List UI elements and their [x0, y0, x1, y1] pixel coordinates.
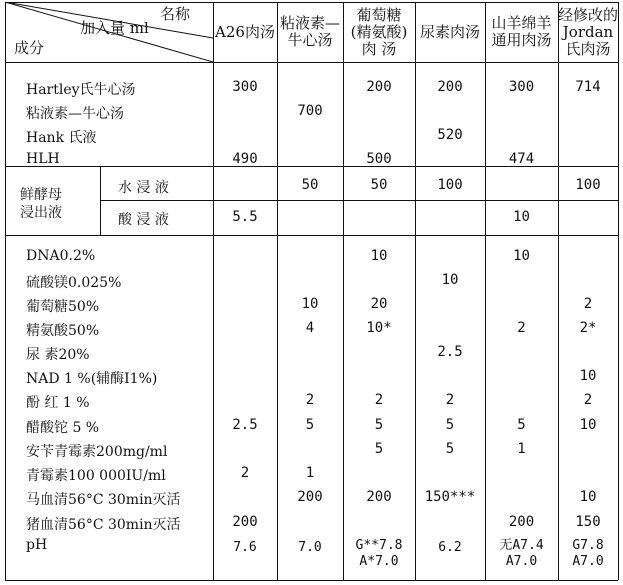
- cell-value: 300: [508, 79, 535, 95]
- corner-bottom-label: 成分: [14, 39, 45, 57]
- corner-middle-label: 加入量 ml: [80, 19, 149, 37]
- cell-value: 5: [305, 417, 315, 433]
- ph-value: A7.0: [505, 554, 538, 569]
- cell-value: 4: [305, 320, 315, 336]
- row-label: HLH: [26, 151, 60, 167]
- column-divider: [618, 2, 619, 580]
- row-label: Hartley氏牛心汤: [26, 82, 136, 98]
- group-label: 浸出液: [20, 205, 62, 221]
- row-label: 青霉素100 000IU/ml: [26, 468, 166, 484]
- cell-value: 20: [370, 296, 388, 312]
- row-label: NAD 1 %(辅酶I1%): [26, 371, 158, 387]
- section-divider: [5, 235, 618, 236]
- group-divider: [100, 166, 101, 235]
- cell-value: 200: [297, 489, 323, 505]
- row-label: 猪血清56°C 30min灭活: [26, 517, 181, 533]
- header-divider: [5, 62, 618, 63]
- group-label: 鲜酵母: [20, 187, 62, 203]
- cell-value: 1: [517, 441, 526, 457]
- cell-value: 10: [513, 209, 530, 225]
- row-label: 酸 浸 液: [118, 212, 169, 228]
- row-label: 葡萄糖50%: [26, 299, 100, 315]
- ph-value: A*7.0: [359, 554, 399, 569]
- cell-value: 10: [441, 272, 459, 288]
- cell-value: 2: [583, 392, 593, 408]
- cell-value: 200: [437, 79, 463, 95]
- cell-value: 10: [579, 368, 597, 384]
- column-header-line: A26肉汤: [215, 22, 275, 41]
- column-header-line: 葡萄糖: [356, 5, 402, 24]
- ph-value: 7.6: [233, 540, 257, 555]
- row-label: 马血清56°C 30min灭活: [26, 492, 181, 508]
- cell-value: 714: [575, 79, 601, 95]
- subrow-divider: [100, 200, 618, 201]
- cell-value: 474: [508, 151, 535, 167]
- cell-value: 5: [374, 441, 384, 457]
- ph-value: G7.8: [572, 538, 604, 553]
- cell-value: 200: [366, 79, 392, 95]
- cell-value: 10: [513, 248, 530, 264]
- table-left-border: [5, 2, 6, 580]
- column-header-line: 肉 汤: [361, 39, 397, 58]
- row-label: 粘液素—牛心汤: [26, 106, 124, 122]
- cell-value: 100: [575, 177, 601, 193]
- cell-value: 10*: [366, 320, 392, 336]
- column-header-line: 粘液素—: [279, 14, 340, 32]
- cell-value: 1: [305, 465, 315, 481]
- column-header-line: 氏肉汤: [565, 39, 611, 58]
- table-bottom-border: [5, 580, 618, 581]
- cell-value: 300: [232, 79, 258, 95]
- row-label: Hank 氏液: [26, 130, 97, 146]
- column-header-line: 经修改的: [558, 5, 619, 24]
- cell-value: 10: [579, 417, 597, 433]
- column-header-line: Jordan: [562, 22, 614, 41]
- row-label: DNA0.2%: [26, 248, 96, 264]
- cell-value: 200: [366, 489, 392, 505]
- row-label: pH: [26, 537, 48, 553]
- cell-value: 2: [374, 392, 384, 408]
- cell-value: 5: [374, 417, 384, 433]
- cell-value: 200: [508, 514, 535, 530]
- row-label: 水 浸 液: [118, 180, 169, 196]
- cell-value: 2*: [579, 320, 597, 336]
- row-label: 醋酸铊 5 %: [26, 420, 100, 436]
- cell-value: 150: [575, 514, 601, 530]
- cell-value: 2.5: [232, 417, 258, 433]
- cell-value: 5: [445, 441, 455, 457]
- corner-top-label: 名称: [160, 5, 191, 23]
- cell-value: 2: [517, 320, 526, 336]
- ph-value: A7.0: [572, 554, 604, 569]
- cell-value: 10: [301, 296, 319, 312]
- ph-value: 6.2: [438, 540, 462, 555]
- column-header-line: 尿素肉汤: [419, 22, 480, 41]
- cell-value: 5.5: [232, 209, 258, 225]
- cell-value: 50: [301, 177, 319, 193]
- row-label: 酚 红 1 %: [26, 395, 90, 411]
- cell-value: 100: [437, 177, 463, 193]
- row-label: 尿 素20%: [26, 347, 90, 363]
- column-header-line: 通用肉汤: [491, 31, 552, 49]
- cell-value: 10: [370, 248, 388, 264]
- cell-value: 2: [583, 296, 593, 312]
- cell-value: 700: [297, 103, 323, 119]
- cell-value: 2: [445, 392, 455, 408]
- cell-value: 200: [232, 514, 258, 530]
- column-header-line: 山羊绵羊: [491, 14, 552, 32]
- column-header-line: (精氨酸): [350, 22, 408, 41]
- cell-value: 5: [517, 417, 526, 433]
- cell-value: 5: [445, 417, 455, 433]
- cell-value: 10: [579, 489, 597, 505]
- cell-value: 2: [240, 465, 250, 481]
- cell-value: 490: [232, 151, 258, 167]
- cell-value: 2.5: [437, 344, 463, 360]
- cell-value: 500: [366, 151, 392, 167]
- ph-value: 无A7.4: [499, 538, 544, 553]
- column-header-line: 牛心汤: [287, 31, 333, 49]
- cell-value: 2: [305, 392, 315, 408]
- row-label: 硫酸镁0.025%: [26, 275, 122, 291]
- row-label: 精氨酸50%: [26, 323, 100, 339]
- cell-value: 520: [437, 127, 463, 143]
- ph-value: G**7.8: [355, 538, 403, 553]
- row-label: 安苄青霉素200mg/ml: [26, 444, 168, 460]
- cell-value: 50: [370, 177, 388, 193]
- ph-value: 7.0: [298, 540, 322, 555]
- cell-value: 150***: [424, 489, 476, 505]
